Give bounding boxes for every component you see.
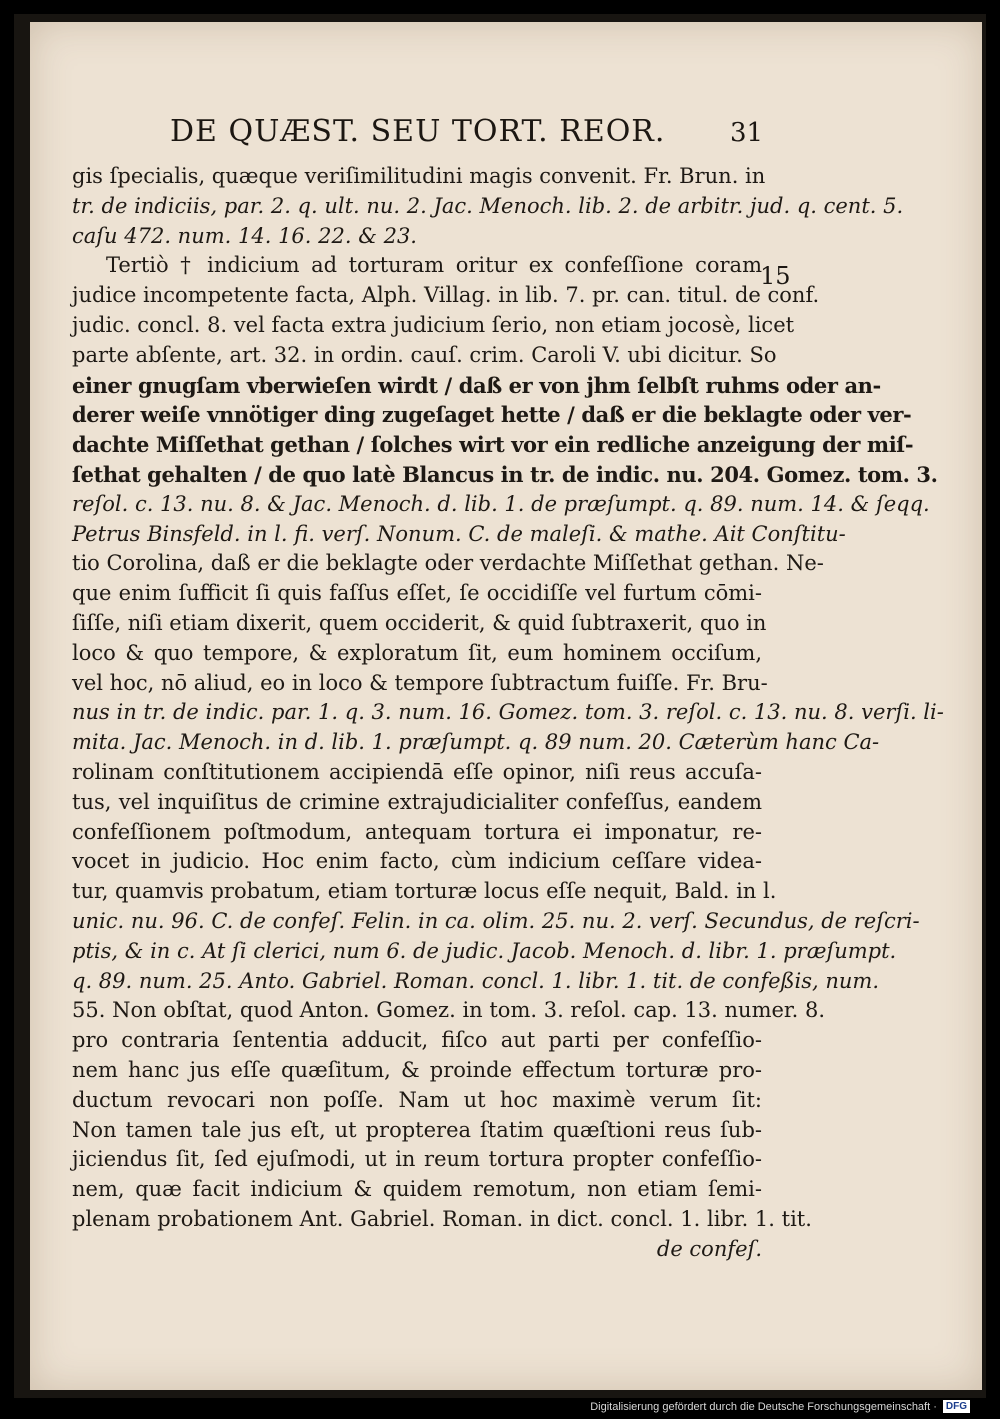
text-line: tio Corolina, daß er die beklagte oder verdachte Miſſethat gethan. Ne- [72, 551, 824, 576]
text-line: nus in tr. de indic. par. 1. q. 3. num. 16. Gomez. tom. 3. reſol. c. 13. nu. 8. verſi. li- [72, 700, 944, 725]
text-line: tus, vel inquiſitus de crimine extrajudicialiter confeſſus, eandem [72, 789, 762, 814]
text-line: ductum revocari non poſſe. Nam ut hoc maximè verum ſit: [72, 1087, 762, 1112]
text-line: jiciendus ſit, ſed ejuſmodi, ut in reum tortura propter confeſſio- [72, 1147, 762, 1172]
text-line: de confeſ. [656, 1236, 762, 1261]
text-line: ſiſſe, niſi etiam dixerit, quem occiderit, & quid ſubtraxerit, quo in [72, 610, 767, 635]
text-line: Non tamen tale jus eſt, ut propterea ſtatim quæſtioni reus ſub- [72, 1117, 762, 1142]
text-line: confeſſionem poſtmodum, antequam tortura ei imponatur, re- [72, 819, 762, 844]
text-line: caſu 472. num. 14. 16. 22. & 23. [72, 223, 417, 248]
text-line: tr. de indiciis, par. 2. q. ult. nu. 2. Jac. Menoch. lib. 2. de arbitr. jud. q. cent. 5. [72, 193, 904, 218]
text-line: 55. Non obſtat, quod Anton. Gomez. in tom. 3. reſol. cap. 13. numer. 8. [72, 998, 826, 1023]
text-line: Tertiò † indicium ad torturam oritur ex confeſſione coram [106, 253, 762, 278]
footer [590, 1400, 970, 1413]
running-head: DE QUÆST. SEU TORT. REOR. [170, 114, 666, 149]
text-line: reſol. c. 13. nu. 8. & Jac. Menoch. d. lib. 1. de præſumpt. q. 89. num. 14. & ſeqq. [72, 491, 930, 516]
dfg-logo: DFG [943, 1400, 970, 1413]
text-line: ſethat gehalten / de quo latè Blancus in tr. de indic. nu. 204. Gomez. tom. 3. [72, 461, 938, 487]
text-line: ptis, & in c. At ſi clerici, num 6. de judic. Jacob. Menoch. d. libr. 1. præſumpt. [72, 938, 897, 963]
text-line: pro contraria ſententia adducit, fiſco aut parti per confeſſio- [72, 1028, 762, 1053]
text-line: judic. concl. 8. vel facta extra judicium ſerio, non etiam jocosè, licet [72, 312, 795, 337]
text-line: parte abſente, art. 32. in ordin. cauſ. crim. Caroli V. ubi dicitur. So [72, 342, 777, 367]
text-line: vocet in judicio. Hoc enim facto, cùm indicium ceſſare videa- [72, 849, 762, 874]
text-line: Petrus Binsfeld. in l. fi. verſ. Nonum. C. de maleſi. & mathe. Ait Conſtitu- [72, 521, 846, 546]
margin-number: 15 [760, 262, 791, 290]
text-line: que enim ſufficit ſi quis faſſus eſſet, ſe occidiſſe vel furtum cōmi- [72, 581, 762, 606]
text-line: judice incompetente facta, Alph. Villag. in lib. 7. pr. can. titul. de conf. [72, 283, 820, 308]
text-line: loco & quo tempore, & exploratum ſit, eum hominem occiſum, [72, 640, 762, 665]
text-line: plenam probationem Ant. Gabriel. Roman. in dict. concl. 1. libr. 1. tit. [72, 1206, 812, 1231]
text-line: mita. Jac. Menoch. in d. lib. 1. præſumpt. q. 89 num. 20. Cæterùm hanc Ca- [72, 730, 880, 755]
text-line: q. 89. num. 25. Anto. Gabriel. Roman. concl. 1. libr. 1. tit. de confeßis, num. [72, 968, 880, 993]
text-line: nem, quæ facit indicium & quidem remotum, non etiam ſemi- [72, 1177, 762, 1202]
page-number: 31 [730, 118, 764, 148]
footer-text: Digitalisierung gefördert durch die Deutsche Forschungsgemeinschaft · [590, 1400, 937, 1413]
text-line: nem hanc jus eſſe quæſitum, & proinde effectum torturæ pro- [72, 1057, 762, 1082]
text-line: vel hoc, nō aliud, eo in loco & tempore ſubtractum fuiſſe. Fr. Bru- [72, 670, 768, 695]
text-line: rolinam conſtitutionem accipiendā eſſe opinor, niſi reus accuſa- [72, 759, 762, 784]
text-line: derer weiſe vnnötiger ding zugeſaget hette / daß er die beklagte oder ver- [72, 402, 912, 428]
book-page [30, 22, 982, 1390]
text-line: unic. nu. 96. C. de confeſ. Felin. in ca. olim. 25. nu. 2. verſ. Secundus, de reſcri- [72, 908, 920, 933]
text-line: einer gnugſam vberwieſen wirdt / daß er von jhm ſelbſt ruhms oder an- [72, 372, 881, 398]
text-line: dachte Miſſethat gethan / ſolches wirt vor ein redliche anzeigung der miſ- [72, 432, 914, 458]
text-line: gis ſpecialis, quæque veriſimilitudini magis convenit. Fr. Brun. in [72, 164, 766, 188]
text-line: tur, quamvis probatum, etiam torturæ locus eſſe nequit, Bald. in l. [72, 879, 777, 904]
